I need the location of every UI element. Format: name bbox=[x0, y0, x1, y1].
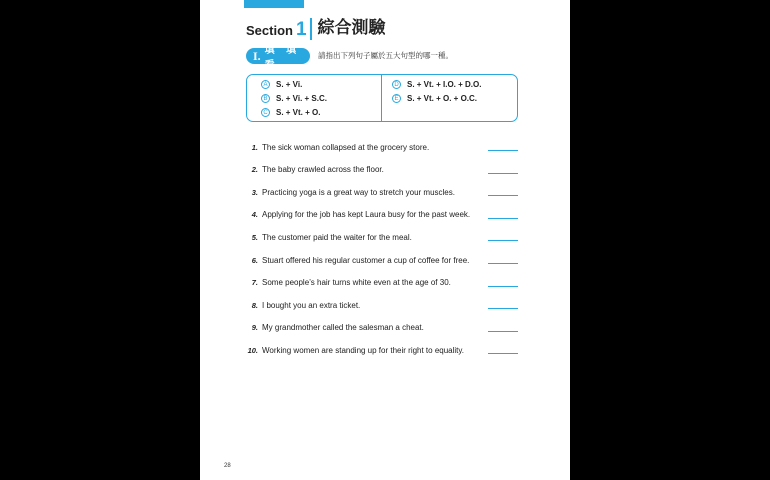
question-text: The sick woman collapsed at the grocery store. bbox=[262, 142, 430, 152]
question-number: 2. bbox=[251, 165, 258, 175]
question-text: Applying for the job has kept Laura busy for the past week. bbox=[262, 210, 471, 220]
question-text: Practicing yoga is a great way to stretch your muscles. bbox=[262, 187, 455, 197]
answer-blank[interactable] bbox=[488, 308, 518, 309]
question-number: 6. bbox=[251, 255, 258, 265]
question-number: 3. bbox=[251, 187, 258, 197]
answer-blank[interactable] bbox=[488, 240, 518, 241]
question-text: The baby crawled across the floor. bbox=[262, 165, 384, 175]
part-label: 填 填 看 bbox=[264, 45, 301, 71]
question-item bbox=[244, 185, 524, 199]
question-number: 1. bbox=[251, 142, 258, 152]
options-box bbox=[246, 74, 518, 122]
question-number: 10. bbox=[247, 345, 258, 355]
question-item bbox=[244, 343, 524, 357]
question-text: The customer paid the waiter for the meal. bbox=[262, 232, 412, 242]
question-item bbox=[244, 163, 524, 177]
option-text-d: S. + Vt. + I.O. + D.O. bbox=[407, 80, 482, 89]
page-number: 28 bbox=[224, 463, 231, 469]
option-e bbox=[392, 94, 477, 103]
question-item bbox=[244, 253, 524, 267]
part-badge bbox=[246, 45, 310, 71]
section-word: Section bbox=[246, 23, 293, 38]
question-number: 7. bbox=[251, 278, 258, 288]
document-page bbox=[200, 0, 570, 480]
question-number: 5. bbox=[251, 232, 258, 242]
option-text-a: S. + Vi. bbox=[276, 80, 303, 89]
option-text-e: S. + Vt. + O. + O.C. bbox=[407, 94, 478, 103]
question-text: I bought you an extra ticket. bbox=[262, 300, 361, 310]
option-d bbox=[392, 80, 481, 89]
section-tab-strip bbox=[244, 0, 304, 8]
question-number: 8. bbox=[251, 300, 258, 310]
option-c bbox=[261, 108, 320, 117]
option-b bbox=[261, 94, 327, 103]
question-item bbox=[244, 321, 524, 335]
option-a bbox=[261, 80, 302, 89]
question-text: Stuart offered his regular customer a cup of coffee for free. bbox=[262, 255, 470, 265]
option-text-b: S. + Vi. + S.C. bbox=[276, 94, 327, 103]
options-divider bbox=[381, 75, 382, 121]
option-letter-b: B bbox=[261, 94, 270, 103]
question-item bbox=[244, 276, 524, 290]
answer-blank[interactable] bbox=[488, 218, 518, 219]
answer-blank[interactable] bbox=[488, 353, 518, 354]
section-header bbox=[246, 10, 386, 40]
answer-blank[interactable] bbox=[488, 286, 518, 287]
answer-blank[interactable] bbox=[488, 331, 518, 332]
option-letter-c: C bbox=[261, 108, 270, 117]
option-letter-d: D bbox=[392, 80, 401, 89]
part-number: I. bbox=[253, 48, 261, 63]
answer-blank[interactable] bbox=[488, 173, 518, 174]
question-text: My grandmother called the salesman a cheat. bbox=[262, 323, 424, 333]
question-text: Working women are standing up for their right to equality. bbox=[262, 345, 465, 355]
question-item bbox=[244, 230, 524, 244]
question-item bbox=[244, 140, 524, 154]
answer-blank[interactable] bbox=[488, 150, 518, 151]
question-number: 9. bbox=[251, 323, 258, 333]
section-divider bbox=[310, 18, 312, 40]
section-title: 綜合測驗 bbox=[317, 18, 386, 38]
question-item bbox=[244, 208, 524, 222]
answer-blank[interactable] bbox=[488, 263, 518, 264]
section-number: 1 bbox=[295, 19, 307, 40]
option-text-c: S. + Vt. + O. bbox=[276, 108, 321, 117]
question-text: Some people’s hair turns white even at the age of 30. bbox=[262, 278, 451, 288]
answer-blank[interactable] bbox=[488, 195, 518, 196]
option-letter-e: E bbox=[392, 94, 401, 103]
question-item bbox=[244, 298, 524, 312]
option-letter-a: A bbox=[261, 80, 270, 89]
question-number: 4. bbox=[251, 210, 258, 220]
instruction-text: 請指出下列句子屬於五大句型的哪一種。 bbox=[318, 51, 453, 60]
